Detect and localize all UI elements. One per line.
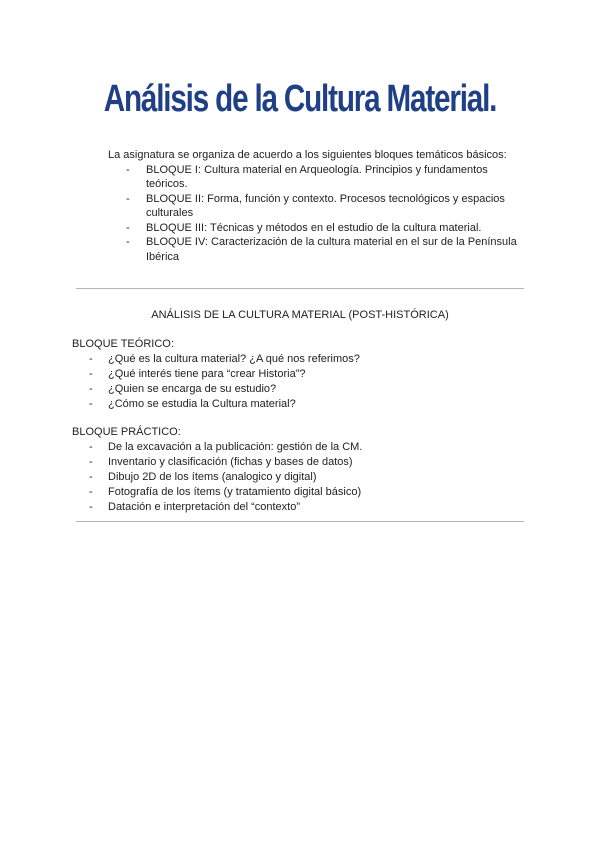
bullet-dash: - bbox=[89, 353, 93, 365]
practice-list-item: - Dibujo 2D de los ítems (analogico y digital) bbox=[89, 471, 317, 483]
theory-list-item: - ¿Qué es la cultura material? ¿A qué nos referimos? bbox=[89, 353, 360, 365]
intro-text: La asignatura se organiza de acuerdo a los siguientes bloques temáticos básicos: bbox=[108, 149, 507, 161]
theory-list-item: - ¿Cómo se estudia la Cultura material? bbox=[89, 398, 296, 410]
practice-list bbox=[72, 440, 532, 515]
intro-list-item: - BLOQUE IV: Caracterización de la cultura material en el sur de la Península Ibérica bbox=[126, 236, 517, 263]
bullet-dash: - bbox=[126, 192, 130, 205]
intro-list-item: - BLOQUE III: Técnicas y métodos en el estudio de la cultura material. bbox=[126, 221, 482, 234]
theory-block-heading: BLOQUE TEÓRICO: bbox=[72, 338, 174, 350]
practice-list-item: - De la excavación a la publicación: gestión de la CM. bbox=[89, 441, 363, 453]
bullet-dash: - bbox=[89, 501, 93, 513]
bullet-dash: - bbox=[89, 368, 93, 380]
bullet-dash: - bbox=[89, 398, 93, 410]
practice-list-item: - Fotografía de los ítems (y tratamiento digital básico) bbox=[89, 486, 362, 498]
theory-block bbox=[72, 337, 532, 412]
intro-list-item: - BLOQUE I: Cultura material en Arqueología. Principios y fundamentos teóricos. bbox=[126, 163, 488, 190]
bullet-dash: - bbox=[89, 383, 93, 395]
theory-list bbox=[72, 352, 532, 412]
bullet-dash: - bbox=[89, 441, 93, 453]
bullet-dash: - bbox=[89, 486, 93, 498]
theory-list-item: - ¿Quien se encarga de su estudio? bbox=[89, 383, 277, 395]
bullet-dash: - bbox=[126, 163, 130, 176]
intro-section bbox=[108, 148, 528, 264]
bullet-dash: - bbox=[89, 456, 93, 468]
practice-list-item: - Inventario y clasificación (fichas y bases de datos) bbox=[89, 456, 353, 468]
practice-block bbox=[72, 425, 532, 515]
bullet-dash: - bbox=[89, 471, 93, 483]
theory-list-item: - ¿Qué interés tiene para “crear Historia”? bbox=[89, 368, 306, 380]
document-title: Análisis de la Cultura Material. bbox=[103, 78, 497, 120]
practice-list-item: - Datación e interpretación del “contexto” bbox=[89, 501, 300, 513]
bullet-dash: - bbox=[126, 221, 130, 234]
intro-list bbox=[108, 163, 528, 265]
intro-list-item: - BLOQUE II: Forma, función y contexto. Procesos tecnológicos y espacios culturales bbox=[126, 192, 505, 219]
divider-bottom bbox=[76, 521, 524, 522]
divider-top bbox=[76, 288, 524, 289]
bullet-dash: - bbox=[126, 236, 130, 248]
practice-block-heading: BLOQUE PRÁCTICO: bbox=[72, 426, 181, 438]
section-heading: ANÁLISIS DE LA CULTURA MATERIAL (POST-HISTÓRICA) bbox=[151, 309, 449, 321]
